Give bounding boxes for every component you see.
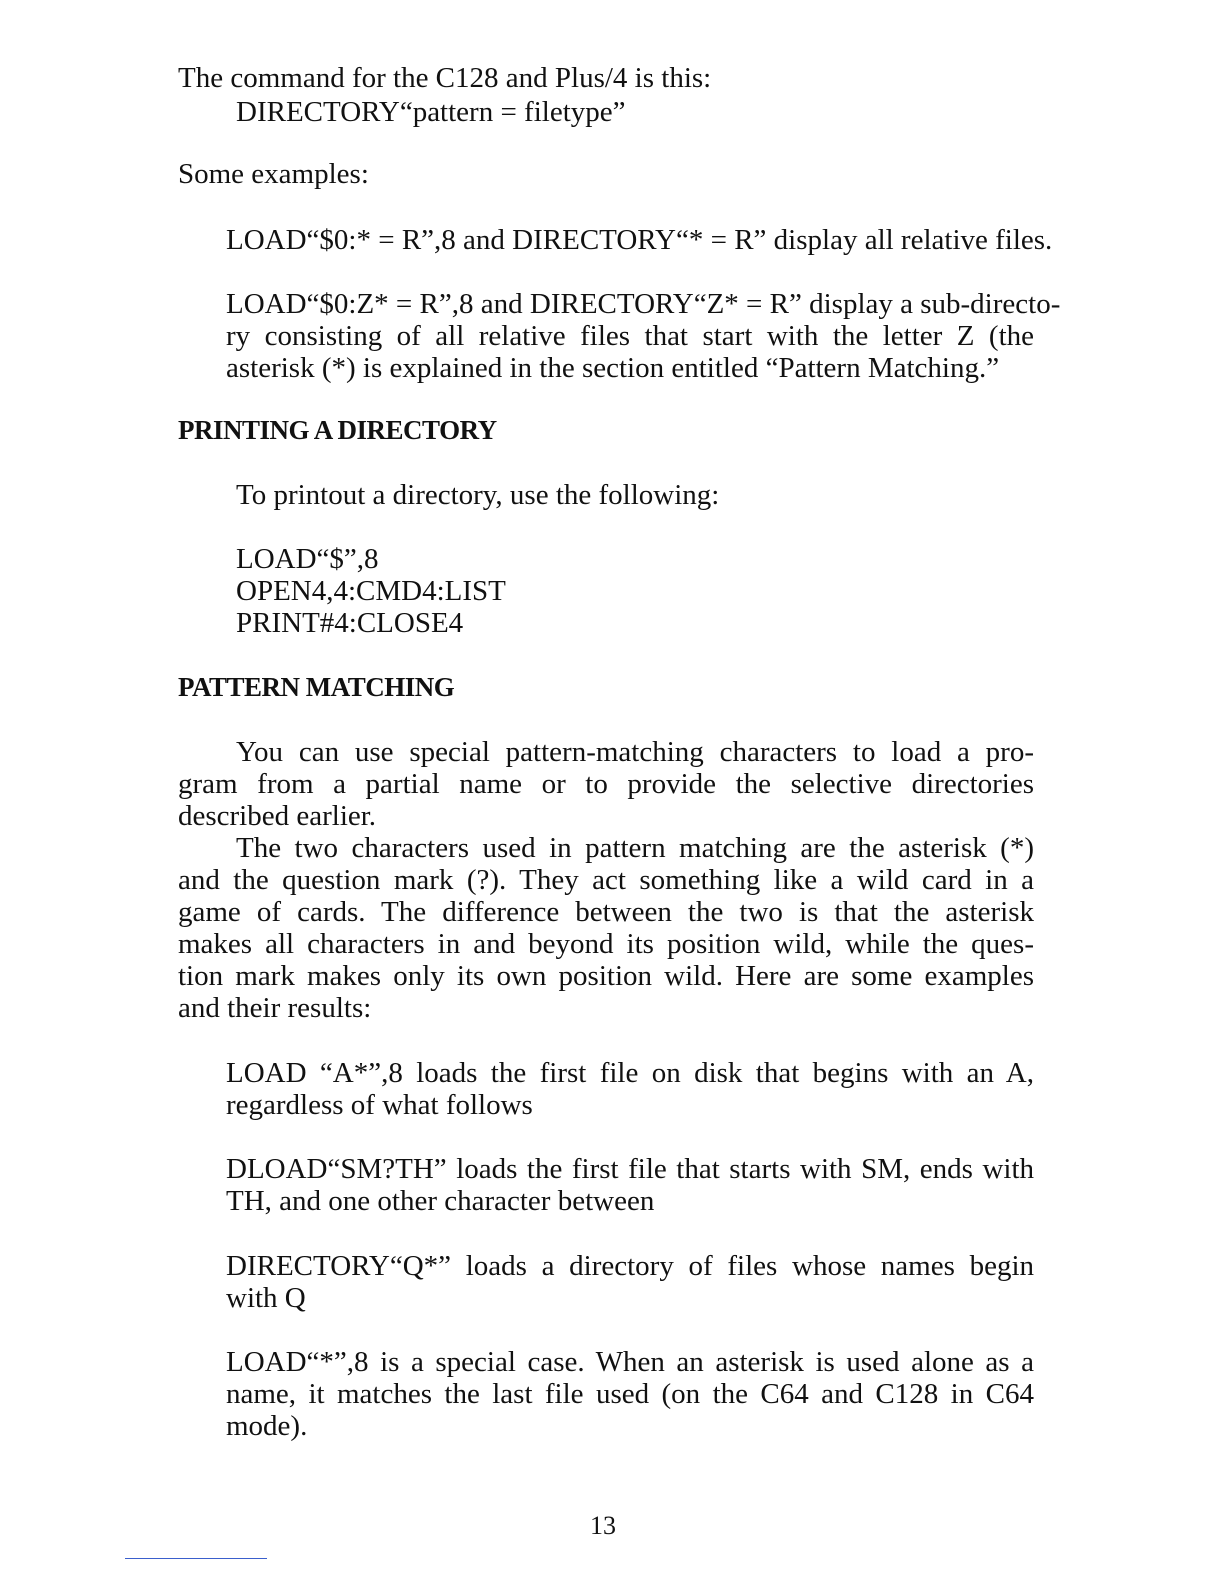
text-line: gram from a partial name or to provide the selective directories [178,768,1034,800]
text-line: LOAD “A*”,8 loads the first file on disk that begins with an A, [226,1057,1034,1089]
footer-rule [125,1558,267,1559]
printing-intro: To printout a directory, use the following: [236,479,720,511]
text-line: and the question mark (?). They act something like a wild card in a [178,864,1034,896]
text-line: game of cards. The difference between the two is that the asterisk [178,896,1034,928]
text-line: described earlier. [178,800,377,832]
text-line: LOAD“$0:Z* = R”,8 and DIRECTORY“Z* = R” display a sub-directo- [226,288,1061,320]
text-line: and their results: [178,992,372,1024]
code-line: PRINT#4:CLOSE4 [236,607,464,639]
text-line: regardless of what follows [226,1089,533,1121]
intro-line: The command for the C128 and Plus/4 is this: [178,62,712,94]
code-line: LOAD“$”,8 [236,543,379,575]
examples-label: Some examples: [178,158,369,190]
text-line: with Q [226,1282,306,1314]
text-line: The two characters used in pattern matching are the asterisk (*) [236,832,1034,864]
section-heading-pattern-matching: PATTERN MATCHING [178,672,455,702]
text-line: DIRECTORY“Q*” loads a directory of files whose names begin [226,1250,1034,1282]
page-number: 13 [590,1511,616,1540]
text-line: mode). [226,1410,308,1442]
text-line: DLOAD“SM?TH” loads the first file that starts with SM, ends with [226,1153,1034,1185]
text-line: name, it matches the last file used (on the C64 and C128 in C64 [226,1378,1034,1410]
section-heading-printing-directory: PRINTING A DIRECTORY [178,415,497,445]
directory-command-syntax: DIRECTORY“pattern = filetype” [236,96,626,128]
text-line: ry consisting of all relative files that start with the letter Z (the [226,320,1034,352]
text-line: You can use special pattern-matching characters to load a pro- [236,736,1034,768]
example-relative-files: LOAD“$0:* = R”,8 and DIRECTORY“* = R” display all relative files. [226,224,1053,256]
text-line: asterisk (*) is explained in the section entitled “Pattern Matching.” [226,352,1000,384]
text-line: TH, and one other character between [226,1185,655,1217]
text-line: makes all characters in and beyond its position wild, while the ques- [178,928,1034,960]
code-line: OPEN4,4:CMD4:LIST [236,575,506,607]
text-line: tion mark makes only its own position wild. Here are some examples [178,960,1034,992]
text-line: LOAD“*”,8 is a special case. When an asterisk is used alone as a [226,1346,1034,1378]
